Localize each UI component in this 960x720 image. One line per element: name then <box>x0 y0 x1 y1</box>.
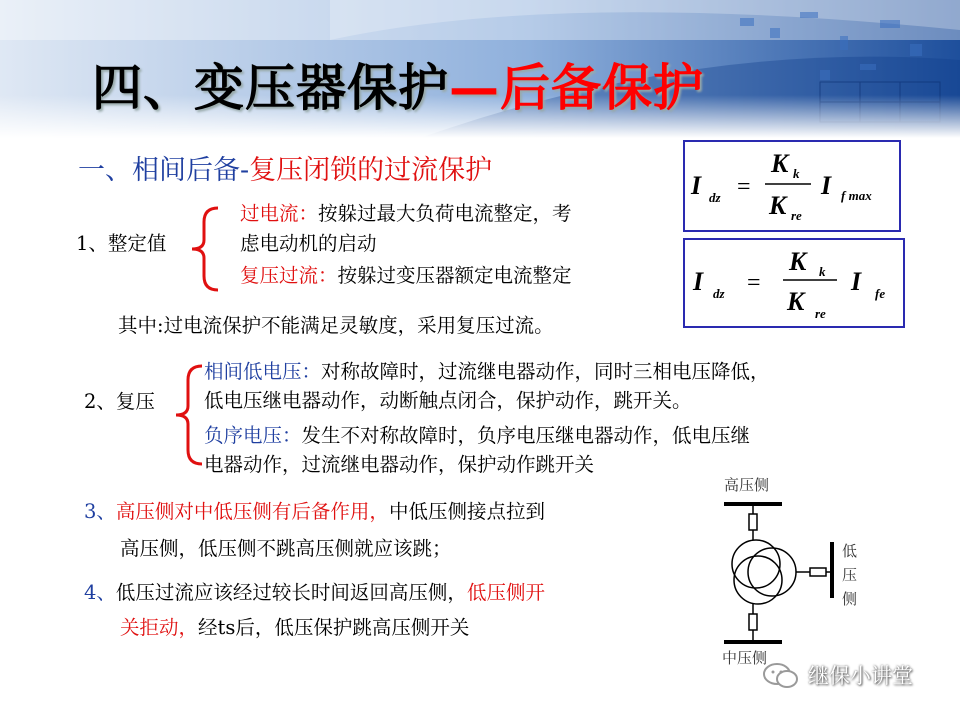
formula2-fe-sub: fe <box>875 286 886 301</box>
formula1-I: I <box>691 171 702 200</box>
item4-highlight: 低压侧开 <box>466 581 545 604</box>
wechat-icon <box>762 661 800 689</box>
item4-text-2: 经ts后，低压保护跳高压侧开关 <box>198 616 470 639</box>
formula2-eq: = <box>747 270 761 296</box>
compound-text: 按躲过变压器额定电流整定 <box>337 264 572 287</box>
section-heading <box>78 148 492 187</box>
formula-1 <box>685 142 899 230</box>
formula1-Kk: K <box>771 149 789 178</box>
page-title <box>92 48 704 120</box>
formula1-f-max-sub: f max <box>841 188 872 203</box>
lv-side-label-2: 压 <box>842 566 858 584</box>
lv-breaker <box>810 568 826 576</box>
formula-box-2 <box>683 238 905 328</box>
item4-text: 低压过流应该经过较长时间返回高压侧， <box>115 581 467 604</box>
formula1-re-sub: re <box>791 208 802 223</box>
formula1-I-sub: dz <box>709 190 721 205</box>
formula-2 <box>685 240 903 326</box>
low-voltage-text: 对称故障时，过流继电器动作，同时三相电压降低， <box>321 360 770 383</box>
item1-overcurrent-line2: 虑电动机的启动 <box>240 232 377 255</box>
overcurrent-label: 过电流： <box>240 202 319 225</box>
lv-winding <box>748 548 796 596</box>
compound-label: 复压过流： <box>240 264 338 287</box>
formula2-Kre: K <box>787 287 805 316</box>
lv-side-label-1: 低 <box>842 542 858 560</box>
formula1-eq: = <box>737 174 751 200</box>
title-highlight: —后备保护 <box>449 59 704 117</box>
neg-seq-text: 发生不对称故障时，负序电压继电器动作，低电压继 <box>301 424 751 447</box>
overcurrent-text: 按躲过最大负荷电流整定，考 <box>318 202 572 225</box>
item2-brace <box>168 362 208 468</box>
item3-number: 3、 <box>84 500 116 523</box>
item1-label: 1、整定值 <box>76 232 167 255</box>
item3-line2: 高压侧，低压侧不跳高压侧就应该跳； <box>120 537 452 560</box>
item1-brace <box>184 204 224 294</box>
item2-neg-seq-line2: 电器动作，过流继电器动作，保护动作跳开关 <box>204 453 595 476</box>
item1-overcurrent-line1 <box>240 200 572 228</box>
neg-seq-label: 负序电压： <box>204 424 302 447</box>
mv-breaker <box>749 614 757 630</box>
formula-box-1 <box>683 140 901 232</box>
section-heading-suffix: 复压闭锁的过流保护 <box>249 155 493 186</box>
item1-compound-line <box>240 262 572 290</box>
hv-breaker <box>749 514 757 530</box>
formula2-re-sub: re <box>815 306 826 321</box>
mv-side-label: 中压侧 <box>722 649 768 667</box>
formula2-I-sub: dz <box>713 286 725 301</box>
title-main: 四、变压器保护 <box>92 59 449 117</box>
note-text: 其中:过电流保护不能满足灵敏度，采用复压过流。 <box>118 314 554 337</box>
item3-text: 中低压侧接点拉到 <box>388 500 545 523</box>
item3-line1 <box>84 498 545 526</box>
formula2-Kk: K <box>789 247 807 276</box>
section-heading-prefix: 一、相间后备- <box>78 155 250 186</box>
lv-side-label-3: 侧 <box>842 590 858 608</box>
item4-line1 <box>84 579 545 607</box>
low-voltage-label: 相间低电压： <box>204 360 322 383</box>
transformer-diagram <box>700 470 870 670</box>
hv-side-label: 高压侧 <box>724 476 770 494</box>
item4-highlight-2: 关拒动， <box>120 616 199 639</box>
formula2-If: I <box>851 267 862 296</box>
watermark <box>762 660 913 690</box>
item4-number: 4、 <box>84 581 116 604</box>
item3-highlight: 高压侧对中低压侧有后备作用， <box>115 500 389 523</box>
formula2-I: I <box>693 267 704 296</box>
formula1-Kre: K <box>769 191 787 220</box>
formula1-k-sub: k <box>793 166 800 181</box>
formula1-If: I <box>821 171 832 200</box>
item2-low-voltage-line1 <box>204 358 770 386</box>
item2-label: 2、复压 <box>84 390 155 413</box>
item2-neg-seq-line1 <box>204 422 750 450</box>
formula2-k-sub: k <box>819 264 826 279</box>
watermark-text: 继保小讲堂 <box>808 664 913 688</box>
item2-low-voltage-line2: 低电压继电器动作，动断触点闭合，保护动作，跳开关。 <box>204 389 692 412</box>
item4-line2 <box>120 614 469 642</box>
